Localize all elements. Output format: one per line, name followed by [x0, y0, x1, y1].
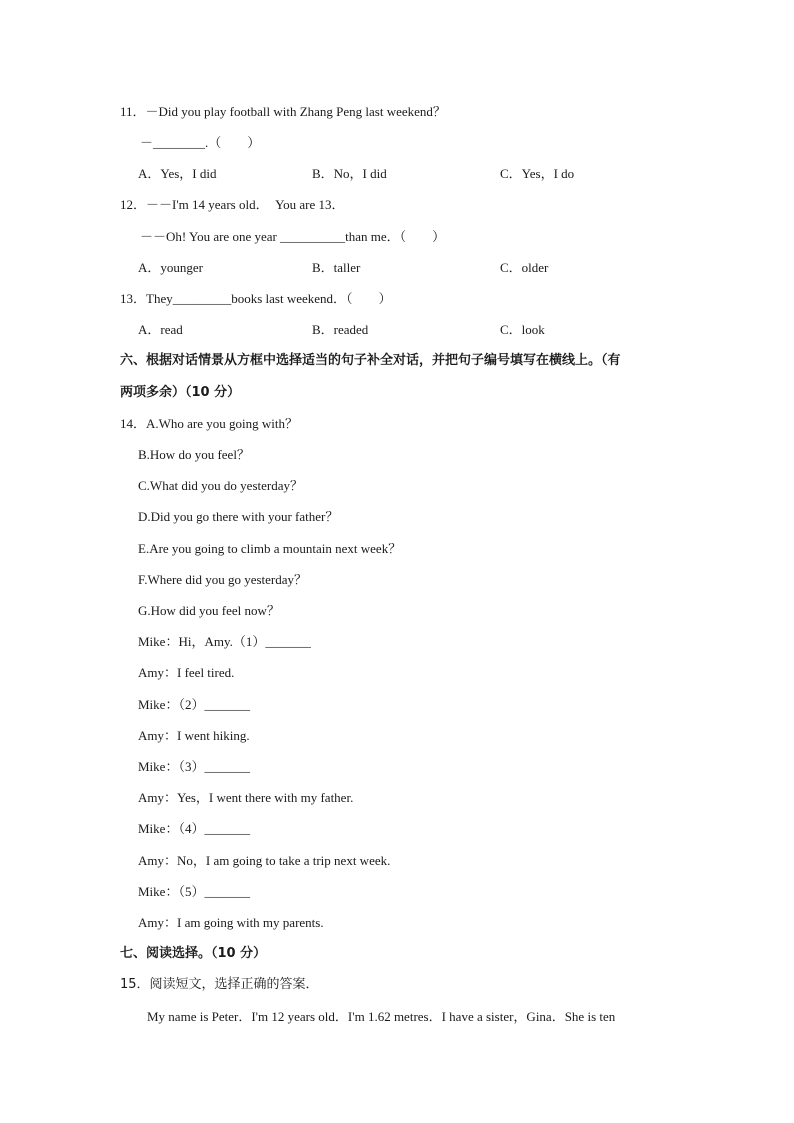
question-13-option-a: A．read [138, 322, 183, 337]
dialogue-line: Mike：（2）_______ [138, 697, 250, 712]
question-11-answer-line: －________.（ ） [140, 135, 261, 150]
section-6-heading-line-2: 两项多余）（10 分） [120, 385, 241, 400]
question-12-stem: 12．－－I'm 14 years old． You are 13． [120, 197, 345, 212]
question-11-option-c: C．Yes，I do [500, 166, 575, 181]
dialogue-line: Mike：（3）_______ [138, 759, 250, 774]
question-14-choice-e: E.Are you going to climb a mountain next week？ [138, 541, 402, 556]
question-12-answer-line: －－Oh! You are one year __________than me．（ ） [140, 229, 446, 244]
question-15-stem: 15．阅读短文，选择正确的答案． [120, 977, 319, 992]
question-11-option-b: B．No，I did [312, 166, 387, 181]
question-14-choice-d: D.Did you go there with your father？ [138, 509, 339, 524]
dialogue-line: Amy：I feel tired. [138, 665, 235, 680]
section-6-heading-line-1: 六、根据对话情景从方框中选择适当的句子补全对话，并把句子编号填写在横线上。（有 [120, 353, 621, 368]
question-14-choice-g: G.How did you feel now？ [138, 603, 280, 618]
question-13-option-c: C．look [500, 322, 545, 337]
question-14-choice-b: B.How do you feel？ [138, 447, 250, 462]
question-11-stem: 11．－Did you play football with Zhang Peng last weekend？ [120, 104, 446, 119]
question-12-option-b: B．taller [312, 260, 361, 275]
dialogue-line: Mike：（4）_______ [138, 821, 250, 836]
question-12-option-a: A．younger [138, 260, 203, 275]
dialogue-line: Mike：Hi，Amy.（1）_______ [138, 634, 311, 649]
dialogue-line: Amy：No，I am going to take a trip next week. [138, 853, 391, 868]
question-13-option-b: B．readed [312, 322, 369, 337]
question-13-stem: 13．They_________books last weekend．（ ） [120, 291, 392, 306]
dialogue-line: Amy：I am going with my parents. [138, 915, 324, 930]
question-14-choice-c: C.What did you do yesterday？ [138, 478, 303, 493]
question-14-choice-f: F.Where did you go yesterday？ [138, 572, 308, 587]
question-12-option-c: C．older [500, 260, 549, 275]
dialogue-line: Amy：I went hiking. [138, 728, 250, 743]
dialogue-line: Amy：Yes，I went there with my father. [138, 790, 354, 805]
reading-passage-line: My name is Peter．I'm 12 years old．I'm 1.62 metres．I have a sister，Gina．She is ten [147, 1009, 616, 1024]
question-14-choice-a: 14．A.Who are you going with？ [120, 416, 299, 431]
dialogue-line: Mike：（5）_______ [138, 884, 250, 899]
section-7-heading: 七、阅读选择。（10 分） [120, 946, 267, 961]
question-11-option-a: A．Yes，I did [138, 166, 217, 181]
